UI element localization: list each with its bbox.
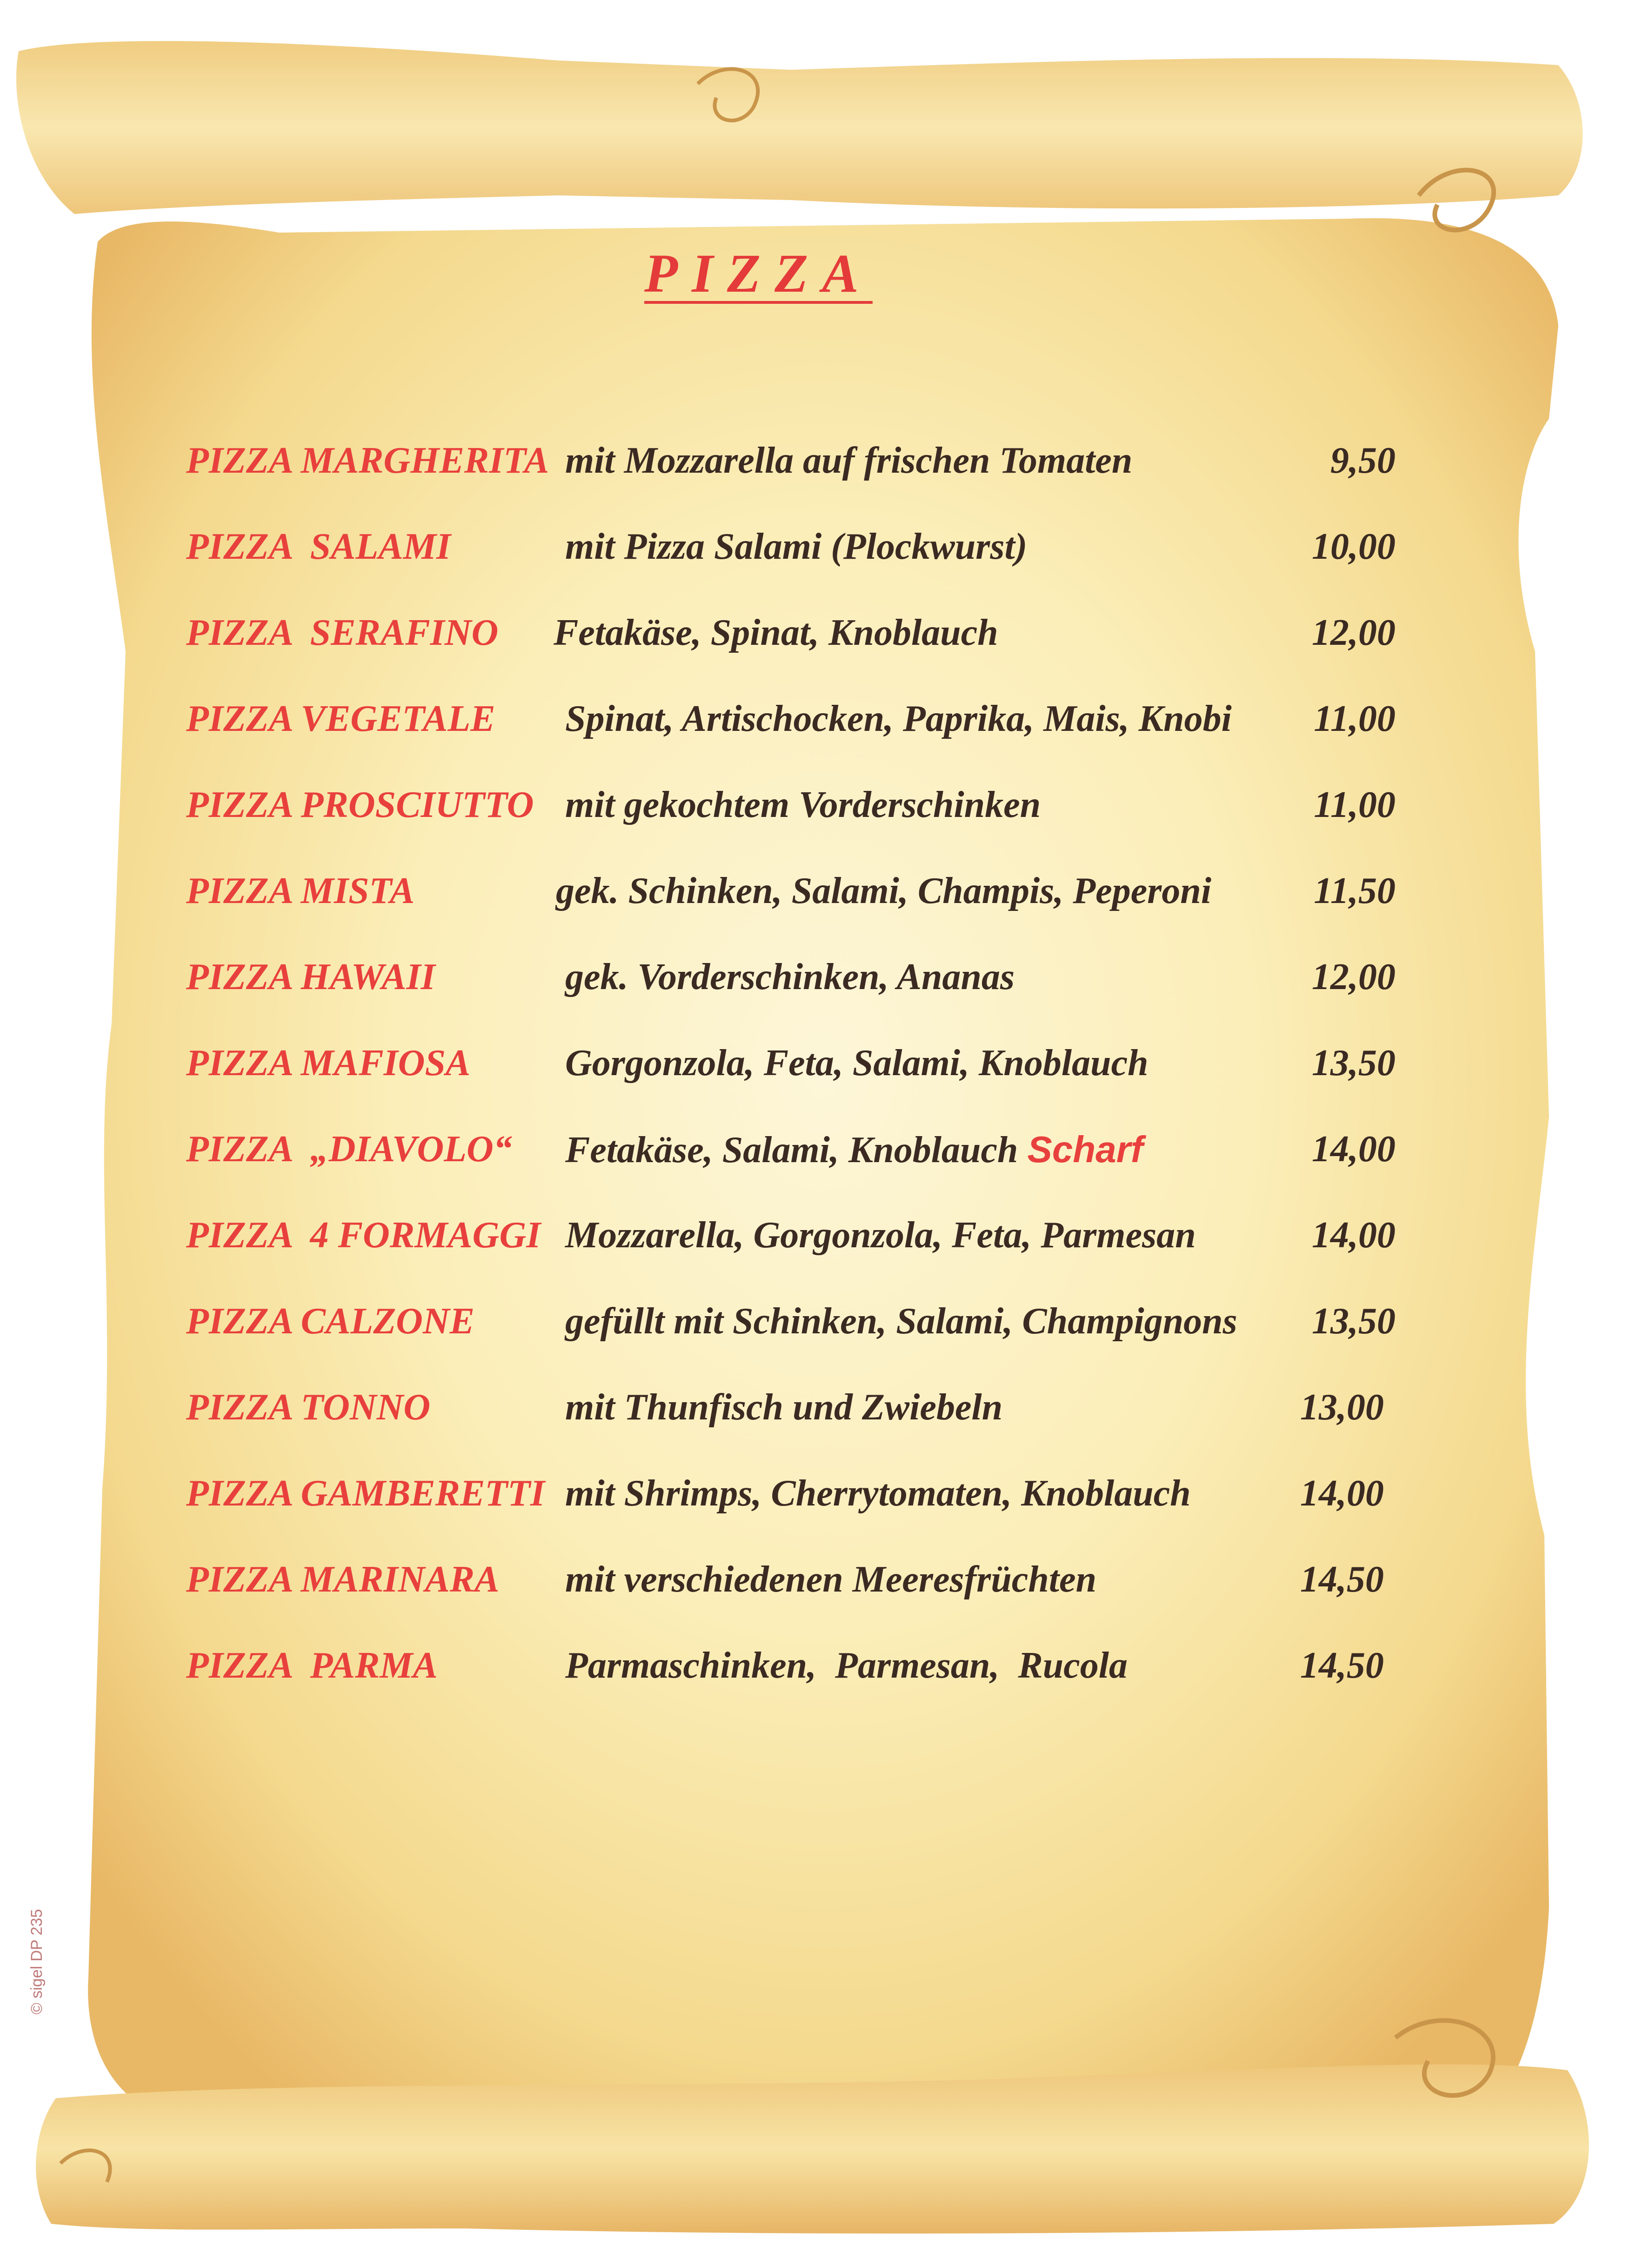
menu-item [0,440,1649,495]
menu-item-name: PIZZA MARGHERITA [186,440,549,481]
menu-item [0,526,1649,582]
menu-item-price: 13,50 [1312,1043,1395,1084]
menu-item-price: 9,50 [1330,440,1395,481]
menu-item [0,612,1649,668]
menu-item-description: Mozzarella, Gorgonzola, Feta, Parmesan [565,1215,1196,1256]
menu-item-price: 12,00 [1312,957,1395,997]
menu-item-price: 14,00 [1312,1129,1395,1170]
menu-item-name: PIZZA HAWAII [186,957,435,997]
menu-item-price: 14,00 [1312,1215,1395,1256]
menu-item [0,784,1649,840]
menu-item-name: PIZZA MISTA [186,870,415,911]
menu-item-price: 11,00 [1314,784,1395,825]
menu-item-description: mit Pizza Salami (Plockwurst) [565,526,1028,567]
menu-item [0,1042,1649,1098]
printer-mark: © sigel DP 235 [28,1909,46,2014]
menu-item-name: PIZZA CALZONE [186,1301,475,1342]
menu-title: PIZZA [644,243,873,304]
menu-item [0,870,1649,926]
menu-item-price: 14,50 [1300,1645,1384,1686]
menu-item-name: PIZZA 4 FORMAGGI [186,1215,541,1256]
menu-item [0,1214,1649,1270]
menu-item-price: 11,50 [1314,870,1395,911]
menu-item-description: gek. Vorderschinken, Ananas [565,957,1015,997]
menu-item-description: mit Mozzarella auf frischen Tomaten [565,440,1133,481]
menu-item-price: 13,50 [1312,1301,1395,1342]
menu-item [0,698,1649,754]
menu-item-price: 13,00 [1300,1387,1384,1428]
menu-item-name: PIZZA GAMBERETTI [186,1473,545,1514]
menu-item-name: PIZZA MARINARA [186,1559,500,1600]
menu-item [0,1645,1649,1700]
menu-item [0,1559,1649,1614]
menu-item-name: PIZZA „DIAVOLO“ [186,1129,512,1170]
menu-item-price: 10,00 [1312,526,1395,567]
menu-item-description: Spinat, Artischocken, Paprika, Mais, Knobi [565,698,1232,739]
spicy-label: Scharf [1027,1129,1143,1170]
menu-item [0,1128,1649,1184]
menu-item-name: PIZZA TONNO [186,1387,431,1428]
menu-item-name: PIZZA MAFIOSA [186,1043,471,1084]
menu-item-description [565,1128,1143,1171]
menu-item [0,1386,1649,1442]
menu-item [0,1300,1649,1356]
menu-item-name: PIZZA PROSCIUTTO [186,784,534,825]
menu-item [0,1472,1649,1528]
menu-item-name: PIZZA VEGETALE [186,698,495,739]
menu-item-description-text: Fetakäse, Salami, Knoblauch [565,1130,1018,1171]
menu-item-name: PIZZA PARMA [186,1645,438,1686]
menu-item-name: PIZZA SERAFINO [186,612,499,653]
menu-item [0,956,1649,1012]
menu-item-description: Parmaschinken, Parmesan, Rucola [565,1645,1128,1686]
menu-item-description: mit verschiedenen Meeresfrüchten [565,1559,1097,1600]
menu-item-description: Gorgonzola, Feta, Salami, Knoblauch [565,1043,1148,1084]
menu-item-name: PIZZA SALAMI [186,526,451,567]
menu-item-description: mit gekochtem Vorderschinken [565,784,1041,825]
menu-item-description: gek. Schinken, Salami, Champis, Peperoni [556,870,1212,911]
menu-item-price: 12,00 [1312,612,1395,653]
menu-item-price: 14,50 [1300,1559,1384,1600]
menu-item-price: 14,00 [1300,1473,1384,1514]
menu-item-price: 11,00 [1314,698,1395,739]
menu-item-description: Fetakäse, Spinat, Knoblauch [554,612,998,653]
menu-item-description: gefüllt mit Schinken, Salami, Champignons [565,1301,1237,1342]
menu-item-description: mit Shrimps, Cherrytomaten, Knoblauch [565,1473,1191,1514]
menu-item-description: mit Thunfisch und Zwiebeln [565,1387,1003,1428]
